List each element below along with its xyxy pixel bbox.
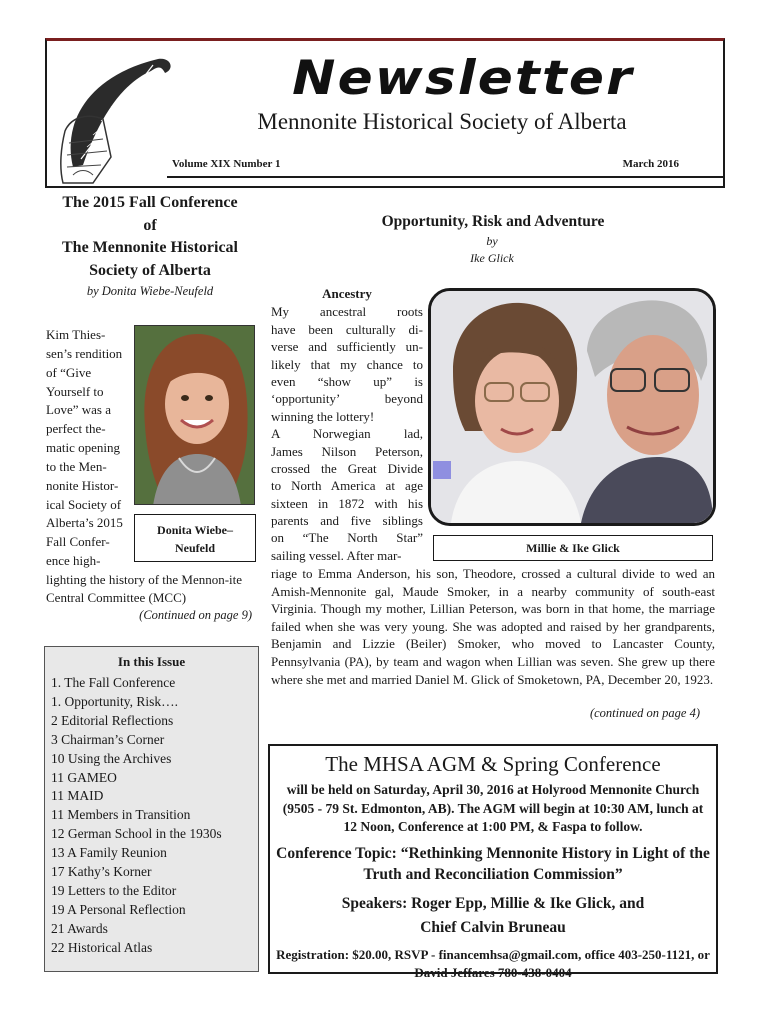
society-name: Mennonite Historical Society of Alberta xyxy=(257,109,627,134)
text-line: Love” was a xyxy=(46,402,111,417)
article-paragraph: riage to Emma Anderson, his son, Theodore, crossed a cultural divide to wed an Amish-Mennonite gal, Maude Smoker, in a nearby community of south-east Virginia. Though my mother, Lillian Peterson, was born in that home, the marriage failed when she was very young. She was adopted and raised by her grandparents, Benjamin and Lizzie (Beiler) Smoker, who moved to Lancaster County, Pennsylvania (PA), by team and wagon when Lillian was seven. She grew up there where she met and married Daniel M. Glick of Smoketown, PA, December 20, 1923. xyxy=(271,566,715,687)
text-line: to the Men- xyxy=(46,459,107,474)
fall-conference-byline: by Donita Wiebe-Neufeld xyxy=(86,284,214,298)
caption-line: Donita Wiebe– xyxy=(157,523,233,537)
donita-photo-caption xyxy=(134,514,256,562)
article-author: Ike Glick xyxy=(470,251,514,265)
issue-item[interactable]: 17 Kathy’s Korner xyxy=(51,864,152,880)
article-by: by xyxy=(486,234,498,248)
fall-conference-title-line: Society of Alberta xyxy=(89,261,211,279)
text-line: ical Society of xyxy=(46,497,122,512)
article-line: even “show up” is xyxy=(271,374,423,389)
text-line: sen’s rendition xyxy=(46,346,123,361)
text-line: matic opening xyxy=(46,440,121,455)
text-line: of “Give xyxy=(46,365,92,380)
quill-icon xyxy=(53,47,173,185)
agm-speakers-line: Speakers: Roger Epp, Millie & Ike Glick, and xyxy=(341,894,645,912)
article-line: to North America at age xyxy=(271,478,423,493)
agm-announcement-box xyxy=(268,744,718,980)
text-paragraph: lighting the history of the Mennon-ite Central Committee (MCC) xyxy=(46,572,243,606)
article-line: James Nilson Peterson, xyxy=(271,444,423,459)
article-title: Opportunity, Risk and Adventure xyxy=(381,213,605,230)
issue-list xyxy=(45,674,258,958)
issue-item[interactable]: 10 Using the Archives xyxy=(51,750,172,766)
article-line: have been culturally di- xyxy=(271,322,423,337)
article-line: sailing vessel. After mar- xyxy=(271,548,402,563)
issue-item[interactable]: 11 Members in Transition xyxy=(51,807,191,823)
article-line: on “The North Star” xyxy=(271,530,423,545)
text-line: nonite Histor- xyxy=(46,478,119,493)
issue-item[interactable]: 11 GAMEO xyxy=(51,769,117,785)
article-line: crossed the Great Divide xyxy=(271,461,423,476)
masthead xyxy=(45,38,725,188)
issue-date: March 2016 xyxy=(622,158,679,170)
issue-item[interactable]: 19 Letters to the Editor xyxy=(51,882,177,898)
issue-item[interactable]: 2 Editorial Reflections xyxy=(51,712,174,728)
article-line: sixteen in 1872 with his xyxy=(271,496,423,511)
fall-conference-title-line: The 2015 Fall Conference xyxy=(62,194,238,211)
text-line: Fall Confer- xyxy=(46,534,110,549)
text-line: Alberta’s 2015 xyxy=(46,515,123,530)
article-line: parents and five siblings xyxy=(271,513,423,528)
issue-item[interactable]: 13 A Family Reunion xyxy=(51,845,167,861)
article-line: likely that my chance to xyxy=(271,357,423,372)
agm-registration[interactable]: Registration: $20.00, RSVP - financemhsa@gmail.com, office 403-250-1121, or David Jeffares 780-438-0404 xyxy=(276,946,710,980)
fall-conference-title-line: of xyxy=(143,216,157,234)
fall-conference-title-line: The Mennonite Historical xyxy=(62,239,238,256)
volume-number: Volume XIX Number 1 xyxy=(172,158,281,170)
agm-title: The MHSA AGM & Spring Conference xyxy=(325,752,661,776)
masthead-divider xyxy=(167,176,723,178)
text-line: perfect the- xyxy=(46,421,106,436)
fall-conference-title xyxy=(50,192,250,282)
issue-item[interactable]: 12 German School in the 1930s xyxy=(51,826,222,842)
couple-illustration xyxy=(431,291,713,523)
continued-link[interactable]: (Continued on page 9) xyxy=(139,608,252,622)
issue-item[interactable]: 21 Awards xyxy=(51,920,108,936)
article-line: verse and sufficiently un- xyxy=(271,339,423,354)
issue-item[interactable]: 1. Opportunity, Risk…. xyxy=(51,693,179,709)
article-continued-link[interactable]: (continued on page 4) xyxy=(589,706,700,720)
newsletter-title: Newsletter xyxy=(292,51,634,106)
text-line: Yourself to xyxy=(46,384,104,399)
agm-speakers-line: Chief Calvin Bruneau xyxy=(420,918,566,936)
article-line: winning the lottery! xyxy=(271,409,375,424)
issue-item[interactable]: 1. The Fall Conference xyxy=(51,675,176,690)
caption-line: Neufeld xyxy=(175,541,215,555)
article-line: A Norwegian lad, xyxy=(271,426,423,441)
issue-item[interactable]: 3 Chairman’s Corner xyxy=(51,731,165,747)
donita-photo xyxy=(134,325,255,505)
in-this-issue-heading: In this Issue xyxy=(117,654,186,669)
section-heading-ancestry: Ancestry xyxy=(322,286,372,301)
text-line: ence high- xyxy=(46,553,101,568)
millie-ike-photo xyxy=(428,288,716,526)
text-line: Kim Thies- xyxy=(46,327,106,342)
issue-item[interactable]: 22 Historical Atlas xyxy=(51,939,153,955)
agm-details: will be held on Saturday, April 30, 2016 at Holyrood Mennonite Church (9505 - 79 St. Edmonton, AB). The AGM will begin at 10:30 AM, lunch at 12 Noon, Conference at 1:00 PM, & Faspa to follow. xyxy=(282,782,704,834)
portrait-illustration xyxy=(135,326,255,505)
issue-item[interactable]: 19 A Personal Reflection xyxy=(51,901,186,917)
in-this-issue-box xyxy=(44,646,259,972)
millie-ike-caption: Millie & Ike Glick xyxy=(433,535,713,561)
agm-speakers xyxy=(270,892,716,940)
agm-topic: Conference Topic: “Rethinking Mennonite History in Light of the Truth and Reconciliation Commission” xyxy=(276,844,710,883)
issue-item[interactable]: 11 MAID xyxy=(51,788,104,804)
article-line: My ancestral roots xyxy=(271,304,423,319)
article-line: ‘opportunity’ beyond xyxy=(271,391,423,406)
